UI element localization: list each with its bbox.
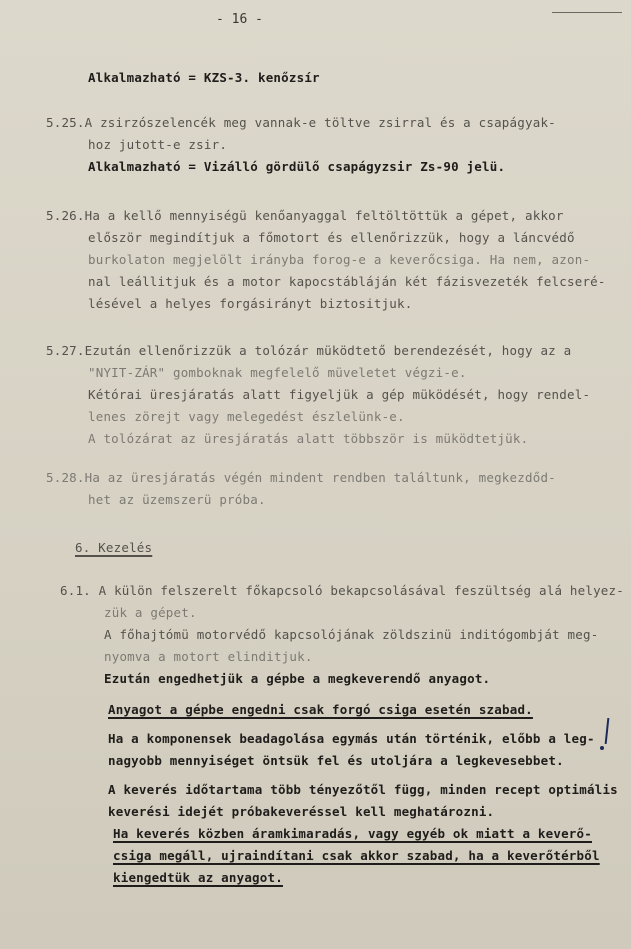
text-line: burkolaton megjelölt irányba forog-e a keverőcsiga. Ha nem, azon- — [88, 252, 591, 267]
text-line: először megindítjuk a főmotort és ellenőrizzük, hogy a láncvédő — [88, 230, 575, 245]
text-line: "NYIT-ZÁR" gomboknak megfelelő müveletet végzi-e. — [88, 365, 467, 380]
text-line: nyomva a motort elinditjuk. — [104, 649, 313, 664]
text-line: 5.26.Ha a kellő mennyiségü kenőanyaggal feltöltöttük a gépet, akkor — [46, 208, 564, 223]
text-line: 6.1. A külön felszerelt főkapcsoló bekapcsolásával feszültség alá helyez- — [60, 583, 624, 598]
section-heading: 6. Kezelés — [75, 540, 153, 555]
text-line: Ha a komponensek beadagolása egymás után történik, előbb a leg- — [108, 731, 595, 746]
page-number: - 16 - — [216, 12, 263, 27]
margin-pen-mark — [605, 718, 610, 744]
text-line: 5.25.A zsirzószelencék meg vannak-e töltve zsirral és a csapágyak- — [46, 115, 556, 130]
text-line: 5.27.Ezután ellenőrizzük a tolózár müködtető berendezését, hogy az a — [46, 343, 572, 358]
text-line: lenes zörejt vagy melegedést észlelünk-e. — [88, 409, 405, 424]
text-line: 5.28.Ha az üresjáratás végén mindent rendben találtunk, megkezdőd- — [46, 470, 556, 485]
top-rule — [552, 12, 622, 13]
text-line: A keverés időtartama több tényezőtől függ, minden recept optimális — [108, 782, 618, 797]
text-line: Alkalmazható = KZS-3. kenőzsír — [88, 70, 320, 85]
text-line: Kétórai üresjáratás alatt figyeljük a gép müködését, hogy rendel- — [88, 387, 591, 402]
text-line: het az üzemszerü próba. — [88, 492, 266, 507]
text-line: A tolózárat az üresjáratás alatt többször is müködtetjük. — [88, 431, 529, 446]
margin-pen-dot — [600, 746, 604, 750]
text-line: Alkalmazható = Vizálló gördülő csapágyzsir Zs-90 jelü. — [88, 159, 506, 174]
text-line: nagyobb mennyiséget öntsük fel és utoljára a legkevesebbet. — [108, 753, 564, 768]
warning-line: csiga megáll, ujraindítani csak akkor szabad, ha a keverőtérből — [113, 848, 600, 863]
text-line: nal leállitjuk és a motor kapocstábláján két fázisvezeték felcseré- — [88, 274, 606, 289]
warning-line: Anyagot a gépbe engedni csak forgó csiga esetén szabad. — [108, 702, 533, 717]
text-line: keverési idejét próbakeveréssel kell meghatározni. — [108, 804, 495, 819]
text-line: lésével a helyes forgásirányt biztositjuk. — [88, 296, 413, 311]
warning-line: kiengedtük az anyagot. — [113, 870, 283, 885]
warning-line: Ha keverés közben áramkimaradás, vagy egyéb ok miatt a keverő- — [113, 826, 592, 841]
text-line: hoz jutott-e zsir. — [88, 137, 228, 152]
text-line: A főhajtómü motorvédő kapcsolójának zöldszinü inditógombját meg- — [104, 627, 599, 642]
text-line: Ezután engedhetjük a gépbe a megkeverendő anyagot. — [104, 671, 491, 686]
text-line: zük a gépet. — [104, 605, 197, 620]
